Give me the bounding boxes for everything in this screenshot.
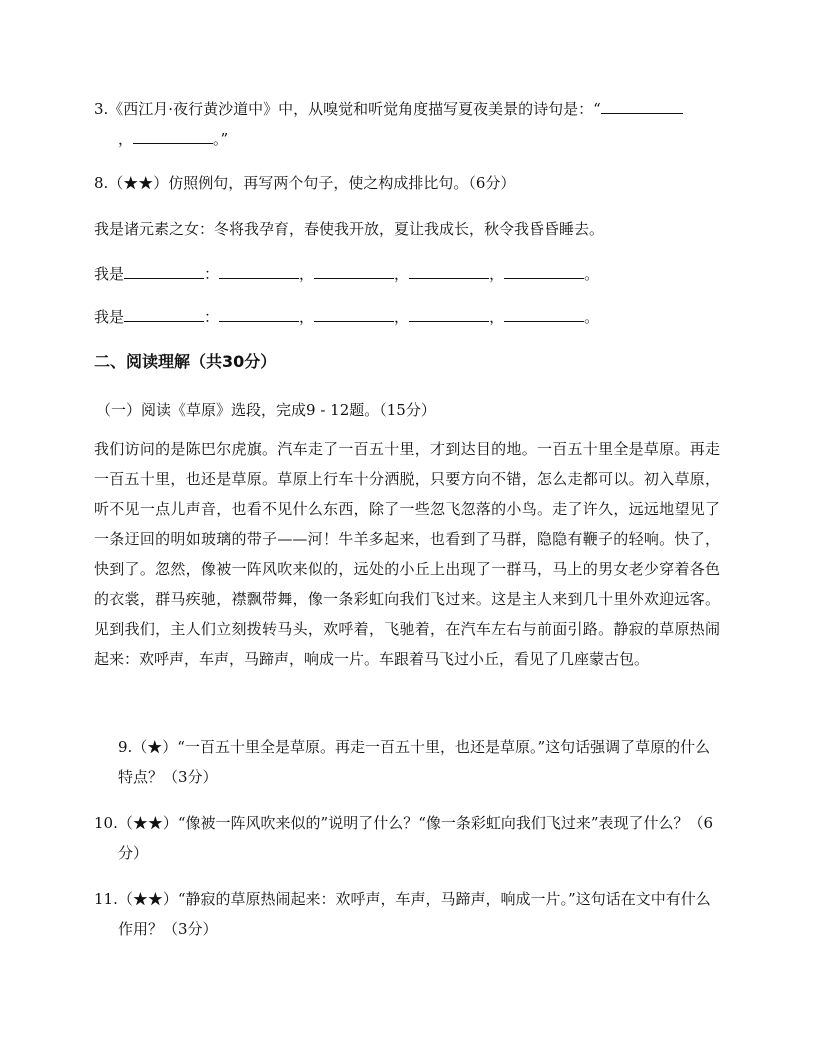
period: 。: [584, 265, 600, 283]
reading-passage: 我们访问的是陈巴尔虎旗。汽车走了一百五十里，才到达目的地。一百五十里全是草原。再走一百五十里，也还是草原。草原上行车十分洒脱，只要方向不错，怎么走都可以。初入草原，听不见一点儿声音，也看不见什么东西，除了一些忽飞忽落的小鸟。走了许久，远远地望见了一条迂回的明如玻璃的带子——河！牛羊多起来，也看到了马群，隐隐有鞭子的轻响。快了，快到了。忽然，像被一阵风吹来似的，远处的小丘上出现了一群马，马上的男女老少穿着各色的衣裳，群马疾驰，襟飘带舞，像一条彩虹向我们飞过来。这是主人来到几十里外欢迎远客。见到我们，主人们立刻拨转马头，欢呼着，飞驰着，在汽车左右与前面引路。静寂的草原热闹起来：欢呼声，车声，马蹄声，响成一片。车跟着马飞过小丘，看见了几座蒙古包。: [94, 440, 720, 668]
colon: ：: [204, 265, 220, 283]
answer-blank[interactable]: [409, 307, 489, 322]
period: 。: [584, 308, 600, 326]
answer-blank[interactable]: [314, 264, 394, 279]
question-9: [94, 732, 720, 792]
q3-sep: ，: [118, 130, 134, 148]
question-11-text: 11.（★★）“静寂的草原热闹起来：欢呼声，车声，马蹄声，响成一片。”这句话在文中有什么作用？（3分）: [94, 890, 711, 938]
comma: ，: [299, 308, 315, 326]
answer-blank[interactable]: [124, 307, 204, 322]
answer-prefix: 我是: [94, 308, 125, 326]
q8-example: 我是诸元素之女：冬将我孕育，春使我开放，夏让我成长，秋令我昏昏睡去。: [94, 220, 605, 238]
q8-title: 8.（★★）仿照例句，再写两个句子，使之构成排比句。（6分）: [94, 174, 516, 192]
comma: ，: [489, 265, 505, 283]
q8-answer-row: [94, 263, 599, 284]
comma: ，: [489, 308, 505, 326]
q3-end: 。”: [213, 130, 229, 148]
q3-line1: [94, 98, 683, 119]
answer-blank[interactable]: [504, 264, 584, 279]
section-subheading: （一）阅读《草原》选段，完成9 - 12题。（15分）: [96, 401, 436, 419]
section-heading: 二、阅读理解（共30分）: [94, 352, 277, 371]
q3-text: 3.《西江月·夜行黄沙道中》中，从嗅觉和听觉角度描写夏夜美景的诗句是：“: [94, 100, 601, 118]
question-9-text: 9.（★）“一百五十里全是草原。再走一百五十里，也还是草原。”这句话强调了草原的什么特点？（3分）: [118, 738, 711, 786]
comma: ，: [299, 265, 315, 283]
question-11: [94, 884, 720, 944]
question-10: [94, 808, 720, 868]
comma: ，: [394, 308, 410, 326]
answer-blank[interactable]: [219, 307, 299, 322]
q8-answer-row: [94, 306, 599, 327]
answer-blank[interactable]: [314, 307, 394, 322]
comma: ，: [394, 265, 410, 283]
question-10-text: 10.（★★）“像被一阵风吹来似的”说明了什么？“像一条彩虹向我们飞过来”表现了什么？（6分）: [94, 814, 714, 862]
answer-blank[interactable]: [504, 307, 584, 322]
answer-blank[interactable]: [124, 264, 204, 279]
colon: ：: [204, 308, 220, 326]
answer-prefix: 我是: [94, 265, 125, 283]
q3-line2: [118, 128, 228, 149]
answer-blank[interactable]: [601, 99, 683, 114]
answer-blank[interactable]: [219, 264, 299, 279]
answer-blank[interactable]: [409, 264, 489, 279]
answer-blank[interactable]: [133, 129, 213, 144]
